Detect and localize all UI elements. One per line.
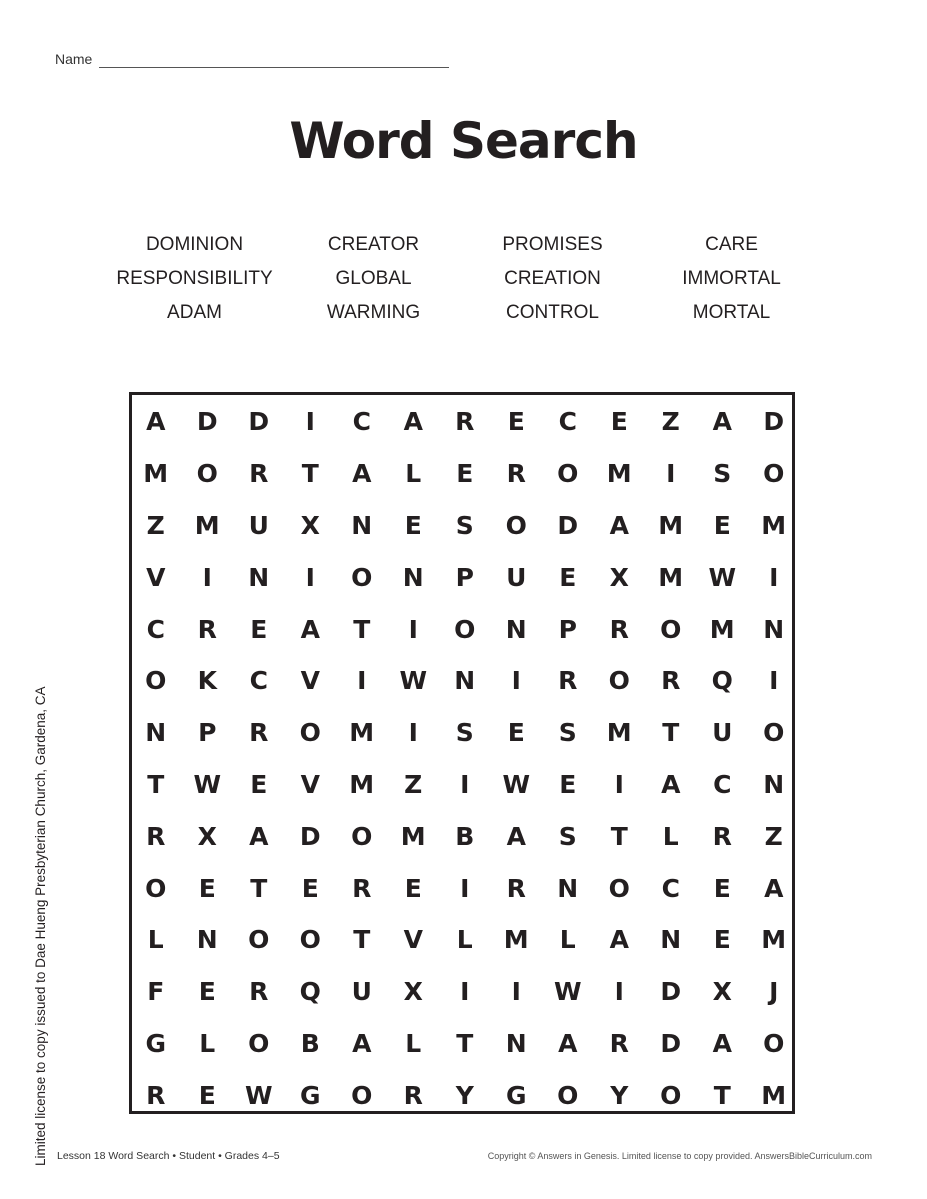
grid-letter: A — [712, 407, 732, 437]
grid-letter: O — [660, 1080, 682, 1110]
grid-letter: S — [558, 718, 577, 748]
grid-letter: X — [403, 977, 423, 1007]
grid-letter: C — [352, 407, 371, 437]
word-bank-item: IMMORTAL — [682, 268, 781, 289]
grid-letter: M — [194, 510, 220, 540]
grid-letter: E — [250, 614, 268, 644]
grid-letter: N — [145, 718, 167, 748]
grid-letter: N — [248, 562, 270, 592]
grid-letter: A — [300, 614, 320, 644]
grid-letter: T — [713, 1080, 731, 1110]
grid-letter: W — [399, 666, 428, 696]
grid-letter: E — [456, 459, 474, 489]
grid-letter: A — [403, 407, 423, 437]
grid-letter: Y — [455, 1080, 474, 1110]
grid-letter: O — [248, 1028, 270, 1058]
grid-letter: O — [351, 821, 373, 851]
grid-letter: R — [403, 1080, 423, 1110]
grid-letter: O — [557, 459, 579, 489]
grid-letter: Z — [404, 769, 423, 799]
grid-letter: T — [147, 769, 165, 799]
grid-letter: E — [198, 1080, 216, 1110]
grid-letter: R — [506, 873, 526, 903]
grid-letter: M — [503, 925, 529, 955]
grid-letter: I — [460, 977, 470, 1007]
grid-letter: X — [197, 821, 217, 851]
grid-letter: L — [147, 925, 164, 955]
grid-letter: E — [198, 873, 216, 903]
grid-letter: A — [146, 407, 166, 437]
grid-letter: T — [301, 459, 319, 489]
grid-letter: G — [299, 1080, 321, 1110]
grid-letter: L — [199, 1028, 216, 1058]
grid-letter: R — [197, 614, 217, 644]
grid-letter: R — [146, 821, 166, 851]
grid-letter: E — [404, 873, 422, 903]
grid-letter: V — [300, 769, 320, 799]
grid-letter: V — [300, 666, 320, 696]
grid-letter: P — [198, 718, 217, 748]
grid-letter: N — [505, 614, 527, 644]
grid-letter: O — [763, 459, 785, 489]
grid-letter: E — [507, 718, 525, 748]
grid-letter: R — [249, 459, 269, 489]
grid-letter: A — [609, 510, 629, 540]
grid-letter: Q — [711, 666, 733, 696]
grid-letter: L — [456, 925, 473, 955]
grid-letter: R — [661, 666, 681, 696]
grid-letter: C — [558, 407, 577, 437]
grid-letter: I — [460, 873, 470, 903]
grid-letter: K — [197, 666, 217, 696]
grid-letter: P — [558, 614, 577, 644]
grid-letter: M — [143, 459, 169, 489]
grid-letter: D — [248, 407, 270, 437]
grid-letter: G — [505, 1080, 527, 1110]
grid-letter: A — [661, 769, 681, 799]
grid-letter: I — [408, 718, 418, 748]
word-bank-item: CREATION — [504, 268, 601, 289]
grid-letter: M — [349, 718, 375, 748]
grid-letter: E — [250, 769, 268, 799]
grid-letter: O — [299, 925, 321, 955]
grid-letter: X — [300, 510, 320, 540]
grid-letter: E — [713, 873, 731, 903]
grid-letter: X — [609, 562, 629, 592]
grid-letter: O — [145, 666, 167, 696]
grid-letter: T — [456, 1028, 474, 1058]
grid-letter: C — [661, 873, 680, 903]
word-bank — [105, 234, 821, 324]
grid-letter: O — [299, 718, 321, 748]
grid-letter: I — [614, 769, 624, 799]
grid-letter: N — [763, 614, 785, 644]
grid-letter: N — [660, 925, 682, 955]
grid-letter: I — [305, 562, 315, 592]
grid-letter: X — [712, 977, 732, 1007]
word-bank-item: CREATOR — [327, 234, 420, 255]
footer-lesson-info: Lesson 18 Word Search • Student • Grades 4–5 — [57, 1150, 280, 1162]
grid-letter: I — [408, 614, 418, 644]
grid-letter: L — [405, 1028, 422, 1058]
grid-letter: O — [145, 873, 167, 903]
grid-letter: R — [146, 1080, 166, 1110]
grid-letter: I — [357, 666, 367, 696]
grid-letter: O — [196, 459, 218, 489]
grid-letter: I — [769, 562, 779, 592]
grid-letter: C — [713, 769, 732, 799]
grid-letter: E — [404, 510, 422, 540]
word-bank-item: WARMING — [326, 302, 421, 323]
grid-letter: E — [559, 562, 577, 592]
grid-letter: M — [606, 459, 632, 489]
grid-letter: R — [558, 666, 578, 696]
grid-letter: M — [761, 510, 787, 540]
grid-letter: I — [614, 977, 624, 1007]
page-title: Word Search — [289, 112, 638, 170]
grid-letter: A — [764, 873, 784, 903]
grid-letter: T — [353, 614, 371, 644]
grid-letter: J — [769, 977, 779, 1007]
grid-letter: M — [761, 1080, 787, 1110]
grid-letter: O — [454, 614, 476, 644]
grid-letter: W — [553, 977, 582, 1007]
footer-copyright: Copyright © Answers in Genesis. Limited license to copy provided. AnswersBibleCurriculum.com — [487, 1151, 872, 1161]
grid-letter: T — [662, 718, 680, 748]
grid-letter: Z — [146, 510, 165, 540]
word-bank-item: CARE — [705, 234, 758, 255]
grid-letter: E — [610, 407, 628, 437]
grid-letter: M — [709, 614, 735, 644]
grid-letter: N — [505, 1028, 527, 1058]
grid-letter: Y — [610, 1080, 629, 1110]
grid-letter: Z — [764, 821, 783, 851]
grid-letter: O — [351, 1080, 373, 1110]
grid-letter: U — [248, 510, 269, 540]
grid-letter: O — [763, 718, 785, 748]
grid-letter: O — [608, 666, 630, 696]
grid-letter: N — [196, 925, 218, 955]
grid-letter: M — [606, 718, 632, 748]
grid-letter: T — [353, 925, 371, 955]
grid-letter: V — [146, 562, 166, 592]
grid-letter: M — [349, 769, 375, 799]
grid-letter: D — [660, 1028, 682, 1058]
grid-letter: W — [708, 562, 737, 592]
grid-letter: T — [250, 873, 268, 903]
grid-letter: S — [455, 510, 474, 540]
grid-letter: C — [146, 614, 165, 644]
grid-letter: I — [769, 666, 779, 696]
letter-grid — [130, 396, 800, 1121]
name-label: Name — [55, 51, 93, 67]
grid-letter: D — [299, 821, 321, 851]
grid-letter: B — [300, 1028, 320, 1058]
grid-letter: E — [507, 407, 525, 437]
word-bank-item: RESPONSIBILITY — [116, 268, 273, 289]
word-bank-item: ADAM — [167, 302, 222, 323]
word-bank-item: GLOBAL — [335, 268, 412, 289]
grid-letter: N — [351, 510, 373, 540]
grid-letter: E — [301, 873, 319, 903]
grid-letter: E — [713, 510, 731, 540]
grid-letter: N — [402, 562, 424, 592]
grid-letter: I — [511, 977, 521, 1007]
grid-letter: M — [658, 510, 684, 540]
grid-letter: R — [249, 718, 269, 748]
grid-letter: E — [559, 769, 577, 799]
grid-letter: O — [557, 1080, 579, 1110]
grid-letter: W — [193, 769, 222, 799]
grid-letter: I — [511, 666, 521, 696]
word-bank-item: MORTAL — [692, 302, 771, 323]
grid-letter: Q — [299, 977, 321, 1007]
grid-letter: G — [145, 1028, 167, 1058]
grid-letter: U — [712, 718, 733, 748]
grid-letter: D — [196, 407, 218, 437]
grid-letter: A — [352, 1028, 372, 1058]
grid-letter: M — [658, 562, 684, 592]
grid-letter: L — [559, 925, 576, 955]
grid-letter: O — [608, 873, 630, 903]
grid-letter: N — [454, 666, 476, 696]
grid-letter: D — [557, 510, 579, 540]
grid-letter: L — [405, 459, 422, 489]
word-bank-item: DOMINION — [145, 234, 244, 255]
grid-letter: R — [609, 614, 629, 644]
grid-letter: S — [558, 821, 577, 851]
word-bank-item: PROMISES — [502, 234, 603, 255]
grid-letter: C — [249, 666, 268, 696]
grid-letter: I — [305, 407, 315, 437]
grid-letter: R — [455, 407, 475, 437]
grid-letter: N — [557, 873, 579, 903]
grid-letter: R — [712, 821, 732, 851]
grid-letter: V — [403, 925, 423, 955]
grid-letter: T — [610, 821, 628, 851]
grid-letter: U — [351, 977, 372, 1007]
grid-letter: P — [455, 562, 474, 592]
grid-letter: A — [352, 459, 372, 489]
grid-letter: Z — [661, 407, 680, 437]
grid-letter: O — [351, 562, 373, 592]
grid-letter: S — [455, 718, 474, 748]
grid-letter: D — [763, 407, 785, 437]
grid-letter: E — [713, 925, 731, 955]
grid-letter: M — [400, 821, 426, 851]
grid-letter: A — [609, 925, 629, 955]
grid-letter: O — [660, 614, 682, 644]
grid-letter: I — [460, 769, 470, 799]
grid-letter: F — [147, 977, 165, 1007]
grid-letter: A — [712, 1028, 732, 1058]
grid-letter: U — [506, 562, 527, 592]
grid-letter: W — [502, 769, 531, 799]
name-underline — [99, 67, 449, 68]
grid-letter: R — [352, 873, 372, 903]
grid-letter: I — [666, 459, 676, 489]
grid-letter: E — [198, 977, 216, 1007]
grid-letter: D — [660, 977, 682, 1007]
grid-letter: S — [713, 459, 732, 489]
grid-letter: B — [455, 821, 475, 851]
grid-letter: A — [558, 1028, 578, 1058]
grid-letter: R — [609, 1028, 629, 1058]
name-field[interactable] — [55, 51, 92, 67]
word-bank-item: CONTROL — [506, 302, 599, 323]
grid-letter: R — [249, 977, 269, 1007]
grid-letter: L — [662, 821, 679, 851]
grid-letter: R — [506, 459, 526, 489]
grid-letter: A — [249, 821, 269, 851]
license-note: Limited license to copy issued to Dae Hueng Presbyterian Church, Gardena, CA — [33, 686, 48, 1166]
grid-letter: M — [761, 925, 787, 955]
grid-letter: A — [506, 821, 526, 851]
grid-letter: N — [763, 769, 785, 799]
grid-letter: O — [505, 510, 527, 540]
grid-letter: W — [244, 1080, 273, 1110]
grid-letter: O — [248, 925, 270, 955]
grid-letter: O — [763, 1028, 785, 1058]
grid-letter: I — [202, 562, 212, 592]
